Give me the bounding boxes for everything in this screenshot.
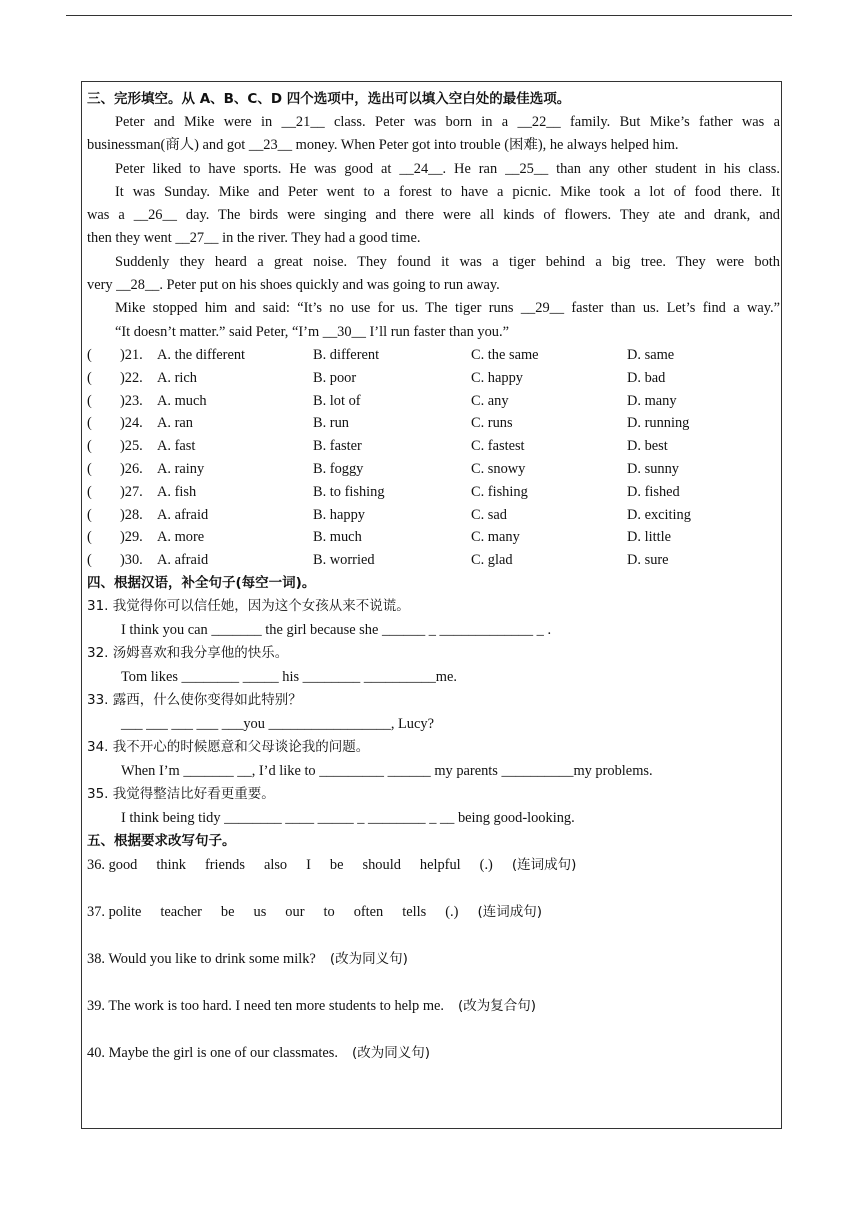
question-number: )24. bbox=[120, 415, 143, 432]
answer-bracket[interactable]: ( bbox=[87, 483, 92, 500]
rewrite-hint: (连词成句) bbox=[477, 903, 542, 920]
option-c: C. fishing bbox=[471, 483, 528, 500]
scrambled-word: friends bbox=[204, 856, 245, 873]
option-row bbox=[87, 367, 780, 390]
rewrite-hint: (改为同义句) bbox=[329, 950, 408, 967]
answer-space[interactable] bbox=[87, 1065, 780, 1088]
answer-space[interactable] bbox=[87, 924, 780, 947]
option-b: B. different bbox=[313, 346, 380, 363]
rewrite-sentence: 39. The work is too hard. I need ten more students to help me. bbox=[87, 997, 445, 1014]
option-a: A. fish bbox=[157, 483, 197, 500]
passage-line: then they went __27__ in the river. They had a good time. bbox=[87, 230, 421, 247]
option-d: D. bad bbox=[627, 369, 666, 386]
option-b: B. run bbox=[313, 415, 349, 432]
worksheet-frame bbox=[81, 81, 782, 1129]
option-row bbox=[87, 435, 780, 458]
option-b: B. happy bbox=[313, 506, 365, 523]
option-c: C. runs bbox=[471, 415, 513, 432]
rewrite-hint: (连词成句) bbox=[511, 856, 577, 873]
passage-line: Suddenly they heard a great noise. They found it was a tiger behind a big tree. They were both bbox=[115, 253, 780, 270]
rewrite-item bbox=[87, 900, 780, 924]
question-number: )23. bbox=[120, 392, 143, 409]
option-b: B. lot of bbox=[313, 392, 361, 409]
chinese-prompt: 35. 我觉得整洁比好看更重要。 bbox=[87, 785, 275, 802]
option-a: A. much bbox=[157, 392, 207, 409]
question-number: )29. bbox=[120, 529, 143, 546]
rewrite-questions bbox=[87, 853, 780, 1088]
option-b: B. poor bbox=[313, 369, 357, 386]
rewrite-hint: (改为复合句) bbox=[458, 997, 537, 1014]
scrambled-word: (.) bbox=[479, 856, 493, 873]
scrambled-word: to bbox=[323, 903, 335, 920]
option-row bbox=[87, 504, 780, 527]
option-c: C. any bbox=[471, 392, 509, 409]
question-number: )26. bbox=[120, 460, 143, 477]
question-number: )25. bbox=[120, 438, 143, 455]
option-d: D. sure bbox=[627, 552, 669, 569]
translation-questions bbox=[87, 595, 780, 830]
option-c: C. happy bbox=[471, 369, 523, 386]
scrambled-word: (.) bbox=[445, 903, 459, 920]
option-row bbox=[87, 344, 780, 367]
scrambled-word: us bbox=[253, 903, 267, 920]
option-c: C. snowy bbox=[471, 460, 526, 477]
section3-title: 三、完形填空。从 A、B、C、D 四个选项中，选出可以填入空白处的最佳选项。 bbox=[87, 91, 571, 107]
english-blank-sentence[interactable]: I think you can _______ the girl because she ______ _ _____________ _ . bbox=[121, 621, 552, 638]
question-number: )28. bbox=[120, 506, 143, 523]
passage-line: businessman(商人) and got __23__ money. When Peter got into trouble (困难), he always helped him. bbox=[87, 137, 679, 154]
option-row bbox=[87, 458, 780, 481]
rewrite-sentence: 40. Maybe the girl is one of our classmates. bbox=[87, 1044, 338, 1061]
scrambled-word: often bbox=[353, 903, 384, 920]
option-c: C. the same bbox=[471, 346, 539, 363]
answer-space[interactable] bbox=[87, 971, 780, 994]
section4-title: 四、根据汉语，补全句子(每空一词)。 bbox=[87, 574, 316, 591]
scrambled-word: helpful bbox=[419, 856, 461, 873]
scrambled-word: should bbox=[362, 856, 401, 873]
question-number: )22. bbox=[120, 369, 143, 386]
english-blank-sentence[interactable]: Tom likes ________ _____ his ________ __________me. bbox=[121, 668, 457, 685]
rewrite-item bbox=[87, 853, 780, 877]
option-d: D. sunny bbox=[627, 460, 679, 477]
option-b: B. foggy bbox=[313, 460, 364, 477]
option-row bbox=[87, 526, 780, 549]
answer-bracket[interactable]: ( bbox=[87, 506, 92, 523]
scrambled-word: 36. good bbox=[87, 856, 138, 873]
chinese-prompt: 31. 我觉得你可以信任她，因为这个女孩从来不说谎。 bbox=[87, 597, 410, 614]
option-d: D. little bbox=[627, 529, 671, 546]
option-d: D. exciting bbox=[627, 506, 691, 523]
option-a: A. afraid bbox=[157, 552, 209, 569]
answer-bracket[interactable]: ( bbox=[87, 552, 92, 569]
rewrite-sentence: 38. Would you like to drink some milk? bbox=[87, 950, 316, 967]
option-a: A. ran bbox=[157, 415, 193, 432]
scrambled-word: tells bbox=[402, 903, 427, 920]
question-number: )27. bbox=[120, 483, 143, 500]
english-blank-sentence[interactable]: When I’m _______ __, I’d like to _________ ______ my parents __________my problems. bbox=[121, 762, 653, 779]
cloze-passage bbox=[87, 111, 780, 344]
option-d: D. running bbox=[627, 415, 690, 432]
question-number: )30. bbox=[120, 552, 143, 569]
english-blank-sentence[interactable]: I think being tidy ________ ____ _____ _ ________ _ __ being good-looking. bbox=[121, 809, 575, 826]
scrambled-word: I bbox=[306, 856, 311, 873]
chinese-prompt: 32. 汤姆喜欢和我分享他的快乐。 bbox=[87, 644, 289, 661]
answer-bracket[interactable]: ( bbox=[87, 438, 92, 455]
scrambled-word: be bbox=[329, 856, 344, 873]
option-b: B. faster bbox=[313, 438, 362, 455]
option-c: C. glad bbox=[471, 552, 513, 569]
option-c: C. fastest bbox=[471, 438, 525, 455]
cloze-options bbox=[87, 344, 780, 572]
option-a: A. rich bbox=[157, 369, 197, 386]
answer-bracket[interactable]: ( bbox=[87, 369, 92, 386]
section5-title: 五、根据要求改写句子。 bbox=[87, 832, 236, 849]
option-b: B. worried bbox=[313, 552, 375, 569]
english-blank-sentence[interactable]: ___ ___ ___ ___ ___you _________________, Lucy? bbox=[121, 715, 434, 732]
option-row bbox=[87, 412, 780, 435]
scrambled-word: also bbox=[263, 856, 288, 873]
question-number: )21. bbox=[120, 346, 143, 363]
option-row bbox=[87, 390, 780, 413]
option-d: D. same bbox=[627, 346, 675, 363]
passage-line: Mike stopped him and said: “It’s no use for us. The tiger runs __29__ faster than us. Let’s find a way.” bbox=[115, 300, 780, 317]
option-a: A. fast bbox=[157, 438, 196, 455]
passage-line: was a __26__ day. The birds were singing and there were all kinds of flowers. They ate and drank, and bbox=[87, 207, 780, 224]
rewrite-item bbox=[87, 947, 780, 971]
scrambled-word: be bbox=[220, 903, 235, 920]
passage-line: Peter liked to have sports. He was good at __24__. He ran __25__ than any other student in his class. bbox=[115, 160, 780, 177]
option-d: D. many bbox=[627, 392, 677, 409]
option-a: A. afraid bbox=[157, 506, 209, 523]
answer-bracket[interactable]: ( bbox=[87, 415, 92, 432]
passage-line: “It doesn’t matter.” said Peter, “I’m __30__ I’ll run faster than you.” bbox=[115, 323, 509, 340]
option-d: D. best bbox=[627, 438, 668, 455]
option-c: C. many bbox=[471, 529, 520, 546]
answer-space[interactable] bbox=[87, 1018, 780, 1041]
option-b: B. much bbox=[313, 529, 362, 546]
option-row bbox=[87, 481, 780, 504]
answer-bracket[interactable]: ( bbox=[87, 460, 92, 477]
answer-space[interactable] bbox=[87, 877, 780, 900]
option-c: C. sad bbox=[471, 506, 507, 523]
passage-line: Peter and Mike were in __21__ class. Peter was born in a __22__ family. But Mike’s father was a bbox=[115, 114, 780, 130]
chinese-prompt: 34. 我不开心的时候愿意和父母谈论我的问题。 bbox=[87, 738, 370, 755]
scrambled-word: teacher bbox=[160, 903, 202, 920]
scrambled-word: our bbox=[285, 903, 305, 920]
rewrite-hint: (改为同义句) bbox=[351, 1044, 431, 1061]
worksheet-content bbox=[87, 88, 780, 1088]
option-row bbox=[87, 549, 780, 572]
rewrite-item bbox=[87, 994, 780, 1018]
answer-bracket[interactable]: ( bbox=[87, 392, 92, 409]
answer-bracket[interactable]: ( bbox=[87, 529, 92, 546]
option-b: B. to fishing bbox=[313, 483, 385, 500]
chinese-prompt: 33. 露西，什么使你变得如此特别？ bbox=[87, 691, 302, 708]
option-a: A. the different bbox=[157, 346, 246, 363]
option-a: A. rainy bbox=[157, 460, 205, 477]
passage-line: It was Sunday. Mike and Peter went to a forest to have a picnic. Mike took a lot of food there. It bbox=[115, 183, 780, 200]
header-rule bbox=[66, 15, 792, 16]
rewrite-item bbox=[87, 1041, 780, 1065]
option-a: A. more bbox=[157, 529, 205, 546]
answer-bracket[interactable]: ( bbox=[87, 346, 92, 363]
scrambled-word: think bbox=[156, 856, 186, 873]
option-d: D. fished bbox=[627, 483, 680, 500]
passage-line: very __28__. Peter put on his shoes quickly and was going to run away. bbox=[87, 277, 500, 294]
scrambled-word: 37. polite bbox=[87, 903, 142, 920]
